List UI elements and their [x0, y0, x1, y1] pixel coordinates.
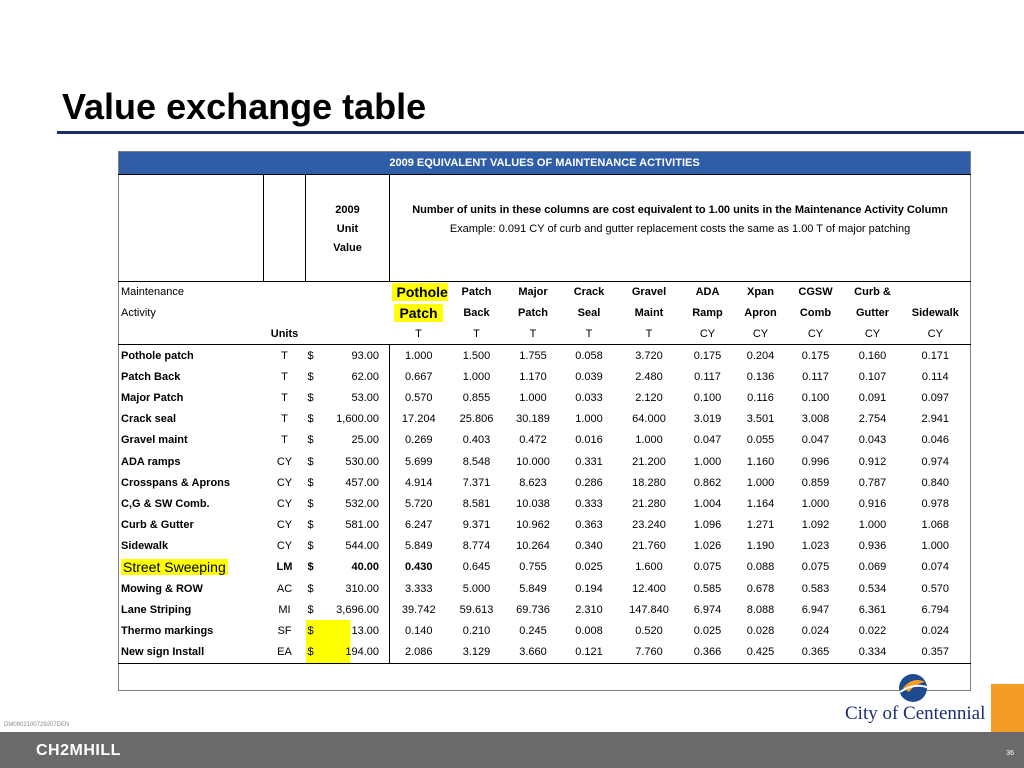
value-cell: 0.583	[801, 582, 830, 595]
activity-name: Mowing & ROW	[121, 582, 203, 595]
value-cell: 10.000	[516, 455, 550, 468]
value-cell: 1.755	[519, 349, 547, 362]
value-cell: 1.000	[858, 519, 887, 532]
value-cell: 0.331	[575, 455, 603, 468]
description-header	[390, 175, 971, 282]
value-cell: 0.974	[921, 455, 950, 468]
column-header-line1: CGSW	[798, 286, 833, 299]
value-cell: 1.000	[746, 476, 775, 489]
description-line: Number of units in these columns are cost equivalent to 1.00 units in the Maintenance Activity Column	[412, 204, 948, 216]
value-cell: 3.660	[519, 646, 547, 659]
value-cell: 0.366	[693, 646, 722, 659]
dollar-sign: $	[307, 455, 314, 468]
table-row	[119, 557, 971, 578]
value-cell: 1.000	[693, 455, 722, 468]
value-cell: 1.092	[801, 519, 830, 532]
value-cell: 0.204	[746, 349, 775, 362]
activity-label: Activity	[121, 307, 156, 319]
value-cell: 8.581	[462, 497, 491, 510]
blank-cell	[119, 324, 264, 345]
column-header-line2: Comb	[799, 307, 832, 319]
value-cell: 0.534	[858, 582, 887, 595]
value-cell: 1.160	[746, 455, 775, 468]
value-cell: 1.096	[693, 519, 722, 532]
column-header-line1: Gravel	[631, 286, 667, 299]
value-cell: 0.117	[802, 370, 829, 383]
column-unit: CY	[845, 324, 901, 345]
table-banner: 2009 EQUIVALENT VALUES OF MAINTENANCE ACTIVITIES	[119, 152, 971, 175]
value-cell: 17.204	[401, 413, 436, 426]
column-unit: T	[561, 324, 618, 345]
value-cell: 0.855	[462, 391, 491, 404]
value-cell: 0.055	[746, 434, 775, 447]
activity-name: Sidewalk	[121, 540, 169, 553]
value-cell: 3.501	[746, 413, 775, 426]
value-cell: 0.645	[462, 561, 491, 574]
value-cell: 1.000	[635, 434, 663, 447]
value-cell: 0.121	[575, 646, 603, 659]
column-header-line1	[901, 282, 971, 303]
unit-value-header	[306, 175, 390, 282]
unit-value: 544.00	[320, 536, 390, 557]
table-row	[119, 515, 971, 536]
unit-cell: CY	[276, 497, 293, 510]
value-cell: 1.271	[746, 519, 775, 532]
value-cell: 0.025	[575, 561, 603, 574]
value-cell: 0.160	[858, 349, 887, 362]
value-cell: 0.912	[858, 455, 887, 468]
value-cell: 1.170	[519, 370, 547, 383]
value-cell: 23.240	[632, 519, 666, 532]
value-cell: 5.720	[404, 497, 433, 510]
header-blank	[119, 175, 264, 282]
logo-text: City of Centennial	[845, 703, 986, 724]
value-cell: 0.039	[575, 370, 603, 383]
table-row	[119, 409, 971, 430]
table-row	[119, 536, 971, 557]
value-cell: 0.107	[858, 370, 887, 383]
value-cell: 5.849	[404, 540, 433, 553]
value-cell: 6.247	[404, 519, 433, 532]
unit-cell: MI	[278, 603, 291, 616]
value-cell: 0.340	[575, 540, 603, 553]
dollar-sign: $	[307, 540, 314, 553]
value-cell: 0.016	[575, 434, 603, 447]
column-header-line2: Ramp	[692, 307, 723, 319]
value-cell: 0.091	[858, 391, 887, 404]
value-cell: 0.916	[858, 497, 887, 510]
dollar-sign: $	[307, 519, 314, 532]
activity-name: Thermo markings	[121, 625, 214, 638]
column-unit: T	[618, 324, 681, 345]
value-cell: 0.175	[801, 349, 830, 362]
value-cell: 0.175	[693, 349, 722, 362]
column-unit: T	[448, 324, 506, 345]
unit-value: 581.00	[320, 515, 390, 536]
column-header-line2: Back	[463, 307, 490, 319]
header-blank	[264, 175, 306, 282]
unit-value: 1,600.00	[320, 409, 390, 430]
value-cell: 39.742	[401, 603, 436, 616]
table-row	[119, 493, 971, 514]
value-cell: 0.678	[746, 582, 775, 595]
value-cell: 0.430	[404, 561, 433, 574]
maintenance-label: Maintenance	[121, 286, 184, 299]
value-cell: 0.058	[575, 349, 603, 362]
value-cell: 0.859	[801, 476, 830, 489]
footer-bar	[0, 732, 1024, 768]
table-row	[119, 430, 971, 451]
value-cell: 0.245	[519, 625, 547, 638]
value-cell: 1.000	[575, 413, 603, 426]
unit-cell: AC	[276, 582, 293, 595]
title-rule	[57, 131, 1024, 134]
unit-cell: EA	[277, 646, 292, 659]
unit-cell: CY	[276, 476, 293, 489]
value-cell: 0.585	[693, 582, 722, 595]
dollar-sign: $	[307, 391, 314, 404]
value-cell: 6.974	[693, 603, 722, 616]
activity-name: Patch Back	[121, 370, 181, 383]
unit-cell: T	[281, 434, 288, 447]
value-cell: 0.978	[921, 497, 950, 510]
dollar-sign: $	[307, 561, 314, 574]
unit-value: 53.00	[320, 387, 390, 408]
value-cell: 0.075	[693, 561, 722, 574]
value-cell: 0.363	[575, 519, 603, 532]
activity-name: Curb & Gutter	[121, 519, 194, 532]
blank-cell	[119, 663, 971, 690]
value-cell: 5.000	[462, 582, 491, 595]
value-cell: 4.914	[404, 476, 433, 489]
table-row	[119, 472, 971, 493]
value-cell: 1.068	[921, 519, 950, 532]
description-line: Example: 0.091 CY of curb and gutter replacement costs the same as 1.00 T of major patching	[449, 223, 911, 235]
value-cell: 0.136	[746, 370, 775, 383]
value-cell: 25.806	[459, 413, 494, 426]
dollar-sign: $	[307, 413, 314, 426]
value-cell: 3.008	[801, 413, 830, 426]
dollar-sign: $	[306, 620, 320, 641]
unit-cell: CY	[276, 455, 293, 468]
value-cell: 0.046	[921, 434, 950, 447]
value-cell: 0.667	[404, 370, 433, 383]
dollar-sign: $	[307, 497, 314, 510]
unit-value: 62.00	[320, 366, 390, 387]
table-row	[119, 578, 971, 599]
value-cell: 1.164	[746, 497, 775, 510]
activity-name	[119, 557, 264, 578]
unit-value-line: Unit	[336, 223, 359, 235]
unit-cell: LM	[276, 561, 293, 574]
blank-cell	[306, 324, 390, 345]
blank-cell	[264, 303, 390, 324]
unit-value: 3,696.00	[320, 599, 390, 620]
column-unit: T	[506, 324, 561, 345]
activity-name: Major Patch	[121, 391, 184, 404]
value-cell: 69.736	[516, 603, 550, 616]
units-label: Units	[264, 324, 306, 345]
unit-value: 194.00	[320, 642, 390, 664]
value-cell: 0.269	[404, 434, 433, 447]
value-cell: 0.008	[575, 625, 603, 638]
dollar-sign: $	[307, 582, 314, 595]
unit-value-line: Value	[333, 242, 362, 254]
value-cell: 2.941	[921, 413, 950, 426]
highlight-patch: Patch	[394, 304, 442, 322]
unit-cell: SF	[277, 625, 292, 638]
value-cell: 0.936	[858, 540, 887, 553]
table-row	[119, 366, 971, 387]
page-title: Value exchange table	[62, 86, 427, 127]
value-cell: 0.171	[921, 349, 950, 362]
column-header-line1: ADA	[695, 286, 720, 299]
unit-value: 532.00	[320, 493, 390, 514]
value-cell: 0.028	[746, 625, 775, 638]
column-header-line1: Patch	[461, 286, 492, 299]
value-cell: 0.194	[575, 582, 603, 595]
value-cell: 5.699	[404, 455, 433, 468]
value-cell: 7.760	[635, 646, 663, 659]
value-cell: 2.086	[404, 646, 433, 659]
activity-name: Crosspans & Aprons	[121, 476, 231, 489]
value-cell: 1.000	[519, 391, 547, 404]
unit-cell: CY	[276, 519, 293, 532]
value-cell: 0.074	[921, 561, 950, 574]
dollar-sign: $	[306, 642, 320, 664]
value-cell: 9.371	[462, 519, 491, 532]
value-cell: 0.996	[801, 455, 830, 468]
table-row	[119, 599, 971, 620]
value-cell: 0.755	[519, 561, 547, 574]
column-header-line2: Maint	[634, 307, 664, 319]
column-unit: CY	[787, 324, 845, 345]
value-cell: 0.097	[921, 391, 950, 404]
unit-cell: CY	[276, 540, 293, 553]
document-code: DM0902100729207DEN	[4, 722, 70, 728]
value-cell: 0.333	[575, 497, 603, 510]
dollar-sign: $	[307, 349, 314, 362]
value-cell: 0.024	[921, 625, 950, 638]
dollar-sign: $	[307, 476, 314, 489]
column-header-line2: Gutter	[856, 307, 889, 319]
column-header-line2: Patch	[518, 307, 548, 319]
unit-value: 93.00	[320, 345, 390, 367]
value-cell: 3.019	[693, 413, 722, 426]
unit-cell: T	[281, 349, 288, 362]
value-cell: 1.000	[462, 370, 491, 383]
value-cell: 1.500	[462, 349, 491, 362]
activity-name: Crack seal	[121, 413, 177, 426]
value-cell: 0.862	[693, 476, 722, 489]
dollar-sign: $	[307, 434, 314, 447]
unit-value-line: 2009	[335, 204, 360, 216]
value-cell: 5.849	[519, 582, 547, 595]
value-cell: 7.371	[462, 476, 491, 489]
value-cell: 0.520	[635, 625, 663, 638]
value-cell: 12.400	[632, 582, 666, 595]
value-cell: 0.117	[694, 370, 721, 383]
value-cell: 0.069	[858, 561, 887, 574]
unit-value: 25.00	[320, 430, 390, 451]
value-cell: 0.100	[693, 391, 722, 404]
unit-value: 310.00	[320, 578, 390, 599]
value-cell: 0.210	[462, 625, 491, 638]
value-cell: 21.200	[632, 455, 666, 468]
table-row	[119, 620, 971, 641]
column-header-line1: Xpan	[747, 286, 774, 299]
value-cell: 0.088	[746, 561, 775, 574]
column-header-line2	[390, 303, 448, 324]
activity-name: New sign Install	[121, 646, 205, 659]
value-cell: 59.613	[459, 603, 494, 616]
activity-name: Lane Striping	[121, 603, 192, 616]
value-cell: 0.357	[921, 646, 950, 659]
value-cell: 0.365	[801, 646, 830, 659]
value-cell: 0.047	[801, 434, 830, 447]
unit-value: 530.00	[320, 451, 390, 472]
value-cell: 0.570	[921, 582, 950, 595]
activity-name: C,G & SW Comb.	[121, 497, 210, 510]
value-cell: 2.754	[858, 413, 887, 426]
unit-value: 13.00	[320, 620, 390, 641]
value-cell: 0.840	[921, 476, 950, 489]
value-cell: 6.361	[858, 603, 887, 616]
value-cell: 6.794	[921, 603, 950, 616]
column-unit: T	[390, 324, 448, 345]
dollar-sign: $	[307, 370, 314, 383]
value-cell: 0.425	[746, 646, 775, 659]
accent-bar	[991, 684, 1024, 732]
value-cell: 10.264	[516, 540, 550, 553]
column-header-line1: Crack	[573, 286, 605, 299]
value-cell: 1.000	[921, 540, 950, 553]
value-cell: 0.114	[921, 370, 949, 383]
value-cell: 0.025	[693, 625, 722, 638]
value-cell: 0.116	[747, 391, 774, 404]
column-unit: CY	[735, 324, 787, 345]
activity-name: Pothole patch	[121, 349, 194, 362]
value-cell: 8.548	[462, 455, 491, 468]
value-cell: 8.774	[462, 540, 491, 553]
table-row	[119, 451, 971, 472]
value-cell: 0.286	[575, 476, 603, 489]
value-cell: 0.047	[693, 434, 722, 447]
column-header-line1	[390, 282, 448, 303]
value-cell: 10.962	[516, 519, 550, 532]
value-cell: 3.129	[462, 646, 491, 659]
value-cell: 1.023	[801, 540, 830, 553]
value-cell: 0.787	[858, 476, 887, 489]
footer-brand: CH2MHILL	[36, 742, 121, 759]
column-unit: CY	[901, 324, 971, 345]
table-row	[119, 642, 971, 664]
value-exchange-table	[118, 151, 971, 691]
value-cell: 3.333	[404, 582, 433, 595]
value-cell: 1.000	[404, 349, 433, 362]
value-cell: 30.189	[516, 413, 550, 426]
value-cell: 21.280	[632, 497, 666, 510]
unit-cell: T	[281, 391, 288, 404]
unit-cell: T	[281, 413, 288, 426]
column-header-line1: Curb &	[854, 286, 891, 299]
value-cell: 0.570	[404, 391, 433, 404]
activity-name: ADA ramps	[121, 455, 181, 468]
value-cell: 0.334	[858, 646, 887, 659]
value-cell: 2.480	[635, 370, 663, 383]
value-cell: 2.120	[635, 391, 663, 404]
unit-value: 457.00	[320, 472, 390, 493]
value-cell: 6.947	[801, 603, 830, 616]
unit-cell: T	[281, 370, 288, 383]
table-footer-spacer	[119, 663, 971, 690]
value-cell: 1.190	[746, 540, 775, 553]
activity-name: Gravel maint	[121, 434, 188, 447]
dollar-sign: $	[307, 603, 314, 616]
value-cell: 2.310	[575, 603, 603, 616]
column-header-line2: Sidewalk	[911, 307, 959, 319]
value-cell: 1.004	[693, 497, 722, 510]
value-cell: 3.720	[635, 349, 663, 362]
column-header-line1: Major	[518, 286, 548, 299]
value-cell: 21.760	[632, 540, 666, 553]
value-cell: 8.088	[746, 603, 775, 616]
value-cell: 8.623	[519, 476, 547, 489]
value-cell: 18.280	[632, 476, 666, 489]
column-unit: CY	[681, 324, 735, 345]
unit-value: 40.00	[320, 557, 390, 578]
highlight-pothole: Pothole	[392, 283, 448, 301]
value-cell: 64.000	[632, 413, 666, 426]
value-cell: 1.026	[693, 540, 722, 553]
value-cell: 0.403	[462, 434, 491, 447]
page-number: 36	[1006, 750, 1014, 757]
column-header-line2: Apron	[744, 307, 777, 319]
column-header-line2: Seal	[577, 307, 601, 319]
value-cell: 0.075	[801, 561, 830, 574]
value-cell: 1.000	[801, 497, 830, 510]
value-cell: 1.600	[635, 561, 663, 574]
value-cell: 0.140	[404, 625, 433, 638]
highlight-activity: Street Sweeping	[123, 559, 226, 576]
table-row	[119, 345, 971, 367]
value-cell: 0.043	[858, 434, 887, 447]
value-cell: 147.840	[629, 603, 669, 616]
table-row	[119, 387, 971, 408]
value-cell: 10.038	[516, 497, 550, 510]
blank-cell	[264, 282, 390, 303]
value-cell: 0.022	[858, 625, 887, 638]
value-cell: 0.024	[801, 625, 830, 638]
value-cell: 0.100	[801, 391, 830, 404]
value-cell: 0.472	[519, 434, 547, 447]
value-cell: 0.033	[575, 391, 603, 404]
